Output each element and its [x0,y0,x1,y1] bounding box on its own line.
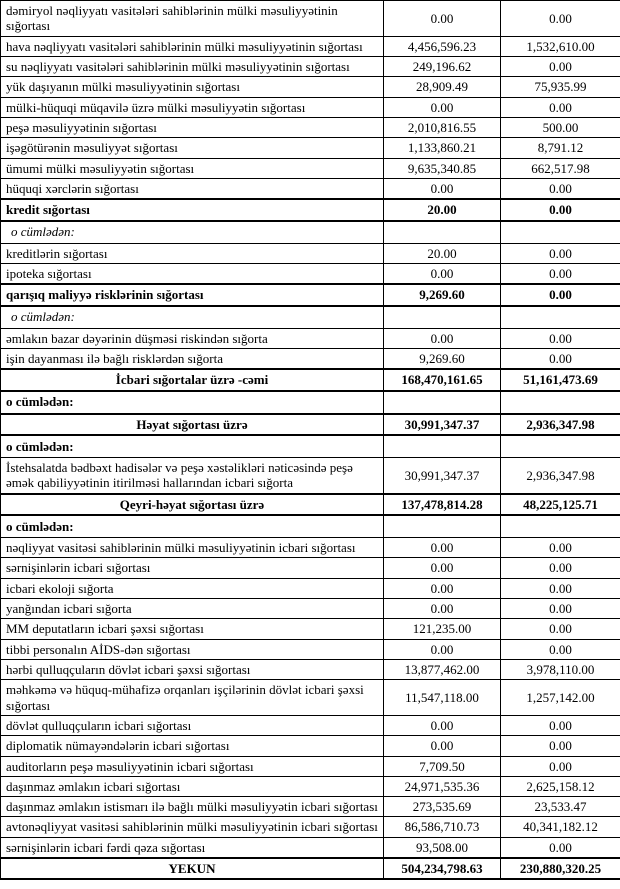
table-row [1,178,620,199]
table-row [1,414,620,435]
row-label: ümumi mülki məsuliyyətin sığortası [1,158,384,178]
row-label: peşə məsuliyyətinin sığortası [1,117,384,137]
row-value: 2,625,158.12 [501,776,620,796]
row-value: 0.00 [501,598,620,618]
row-value [384,515,501,538]
row-value [501,391,620,414]
row-label: kredit sığortası [1,199,384,220]
table-row [1,348,620,369]
row-value: 500.00 [501,117,620,137]
row-label: kreditlərin sığortası [1,243,384,263]
row-label: qarışıq maliyyə risklərinin sığortası [1,284,384,305]
row-value: 9,269.60 [384,348,501,369]
row-value: 0.00 [501,756,620,776]
row-label: daşınmaz əmlakın icbari sığortası [1,776,384,796]
row-value: 0.00 [501,1,620,37]
table-row [1,558,620,578]
row-label: nəqliyyat vasitəsi sahiblərinin mülki məsuliyyətinin icbari sığortası [1,537,384,557]
row-value: 1,257,142.00 [501,680,620,716]
row-label: hava nəqliyyatı vasitələri sahiblərinin mülki məsuliyyətinin sığortası [1,36,384,56]
row-value: 0.00 [384,1,501,37]
row-value: 1,133,860.21 [384,138,501,158]
row-value: 0.00 [384,263,501,284]
table-row [1,537,620,557]
table-row [1,797,620,817]
row-value: 2,010,816.55 [384,117,501,137]
table-row [1,158,620,178]
table-row [1,837,620,858]
table-row [1,306,620,329]
row-label: ipoteka sığortası [1,263,384,284]
row-value: 0.00 [384,578,501,598]
row-value: 2,936,347.98 [501,414,620,435]
row-value: 8,791.12 [501,138,620,158]
table-row [1,598,620,618]
row-value: 30,991,347.37 [384,414,501,435]
row-label: avtonəqliyyat vasitəsi sahiblərinin mülki məsuliyyətinin icbari sığortası [1,817,384,837]
table-row [1,97,620,117]
row-value: 662,517.98 [501,158,620,178]
row-value: 13,877,462.00 [384,659,501,679]
row-value: 0.00 [501,639,620,659]
table-row [1,858,620,879]
row-value: 40,341,182.12 [501,817,620,837]
table-row [1,391,620,414]
row-value: 0.00 [501,328,620,348]
row-value: 51,161,473.69 [501,369,620,390]
row-value: 2,936,347.98 [501,457,620,493]
row-value: 0.00 [501,558,620,578]
row-value: 48,225,125.71 [501,494,620,515]
table-row [1,138,620,158]
row-value: 168,470,161.65 [384,369,501,390]
row-value [384,306,501,329]
row-label: su nəqliyyatı vasitələri sahiblərinin mülki məsuliyyətinin sığortası [1,56,384,76]
row-label: o cümlədən: [1,306,384,329]
row-label: işəgötürənin məsuliyyət sığortası [1,138,384,158]
table-row [1,619,620,639]
row-value: 24,971,535.36 [384,776,501,796]
row-value: 93,508.00 [384,837,501,858]
table-row [1,263,620,284]
row-label: işin dayanması ilə bağlı risklərdən sığorta [1,348,384,369]
row-label: o cümlədən: [1,221,384,244]
table-row [1,56,620,76]
row-label: sərnişinlərin icbari sığortası [1,558,384,578]
row-label: YEKUN [1,858,384,879]
table-row [1,77,620,97]
row-value: 75,935.99 [501,77,620,97]
table-row [1,515,620,538]
row-value [501,306,620,329]
row-value: 11,547,118.00 [384,680,501,716]
row-label: yanğından icbari sığorta [1,598,384,618]
row-label: məhkəmə və hüquq-mühafizə orqanları işçilərinin dövlət icbari şəxsi sığortası [1,680,384,716]
row-value: 137,478,814.28 [384,494,501,515]
row-value: 504,234,798.63 [384,858,501,879]
row-label: tibbi personalın AİDS-dən sığortası [1,639,384,659]
row-value [384,221,501,244]
row-value: 0.00 [501,263,620,284]
row-value: 0.00 [501,97,620,117]
row-value: 0.00 [501,837,620,858]
row-value: 4,456,596.23 [384,36,501,56]
row-label: dəmiryol nəqliyyatı vasitələri sahiblərinin mülki məsuliyyətinin sığortası [1,1,384,37]
table-row [1,776,620,796]
table-row [1,328,620,348]
table-row [1,659,620,679]
table-row [1,369,620,390]
row-value: 273,535.69 [384,797,501,817]
table-row [1,817,620,837]
table-row [1,435,620,458]
row-label: yük daşıyanın mülki məsuliyyətinin sığortası [1,77,384,97]
row-label: daşınmaz əmlakın istismarı ilə bağlı mülki məsuliyyətin icbari sığortası [1,797,384,817]
row-value: 3,978,110.00 [501,659,620,679]
row-label: MM deputatların icbari şəxsi sığortası [1,619,384,639]
row-value: 0.00 [501,56,620,76]
row-value [501,515,620,538]
row-label: Qeyri-həyat sığortası üzrə [1,494,384,515]
row-value [501,435,620,458]
table-row [1,457,620,493]
row-value: 249,196.62 [384,56,501,76]
table-row [1,36,620,56]
table-row [1,284,620,305]
table-row [1,680,620,716]
row-label: hüquqi xərclərin sığortası [1,178,384,199]
row-value: 1,532,610.00 [501,36,620,56]
table-row [1,639,620,659]
row-label: o cümlədən: [1,435,384,458]
row-value: 7,709.50 [384,756,501,776]
row-label: dövlət qulluqçuların icbari sığortası [1,715,384,735]
row-label: sərnişinlərin icbari fərdi qəza sığortası [1,837,384,858]
row-value: 0.00 [384,328,501,348]
row-label: əmlakın bazar dəyərinin düşməsi riskindən sığorta [1,328,384,348]
row-value: 20.00 [384,199,501,220]
row-value: 0.00 [384,639,501,659]
row-label: hərbi qulluqçuların dövlət icbari şəxsi sığortası [1,659,384,679]
row-value [501,221,620,244]
row-value: 0.00 [501,348,620,369]
row-value: 121,235.00 [384,619,501,639]
row-value: 0.00 [501,537,620,557]
row-value [384,391,501,414]
table-body [1,1,620,880]
row-value: 28,909.49 [384,77,501,97]
row-value: 9,269.60 [384,284,501,305]
table-row [1,715,620,735]
row-value: 0.00 [501,715,620,735]
row-value: 0.00 [384,178,501,199]
row-value: 0.00 [384,558,501,578]
row-value: 230,880,320.25 [501,858,620,879]
row-label: icbari ekoloji sığorta [1,578,384,598]
table-row [1,221,620,244]
table-row [1,117,620,137]
table-row [1,756,620,776]
row-value: 0.00 [501,736,620,756]
row-value: 23,533.47 [501,797,620,817]
row-value: 0.00 [384,715,501,735]
row-value [384,435,501,458]
row-value: 0.00 [501,243,620,263]
table-row [1,736,620,756]
row-value: 0.00 [501,284,620,305]
row-label: mülki-hüquqi müqavilə üzrə mülki məsuliyyətin sığortası [1,97,384,117]
row-value: 0.00 [501,578,620,598]
row-value: 86,586,710.73 [384,817,501,837]
row-label: o cümlədən: [1,515,384,538]
row-value: 0.00 [501,619,620,639]
row-value: 30,991,347.37 [384,457,501,493]
row-label: o cümlədən: [1,391,384,414]
row-value: 20.00 [384,243,501,263]
row-value: 0.00 [501,178,620,199]
row-label: İcbari sığortalar üzrə -cəmi [1,369,384,390]
row-value: 0.00 [384,97,501,117]
table-row [1,1,620,37]
row-label: auditorların peşə məsuliyyətinin icbari sığortası [1,756,384,776]
row-value: 9,635,340.85 [384,158,501,178]
table-row [1,578,620,598]
table-row [1,199,620,220]
row-value: 0.00 [384,598,501,618]
table-row [1,243,620,263]
row-label: Həyat sığortası üzrə [1,414,384,435]
row-value: 0.00 [501,199,620,220]
table-row [1,494,620,515]
row-value: 0.00 [384,736,501,756]
row-value: 0.00 [384,537,501,557]
row-label: İstehsalatda bədbəxt hadisələr və peşə xəstəlikləri nəticəsində peşə əmək qabiliyyətinin itirilməsi hallarından icbari sığorta [1,457,384,493]
row-label: diplomatik nümayəndələrin icbari sığortası [1,736,384,756]
